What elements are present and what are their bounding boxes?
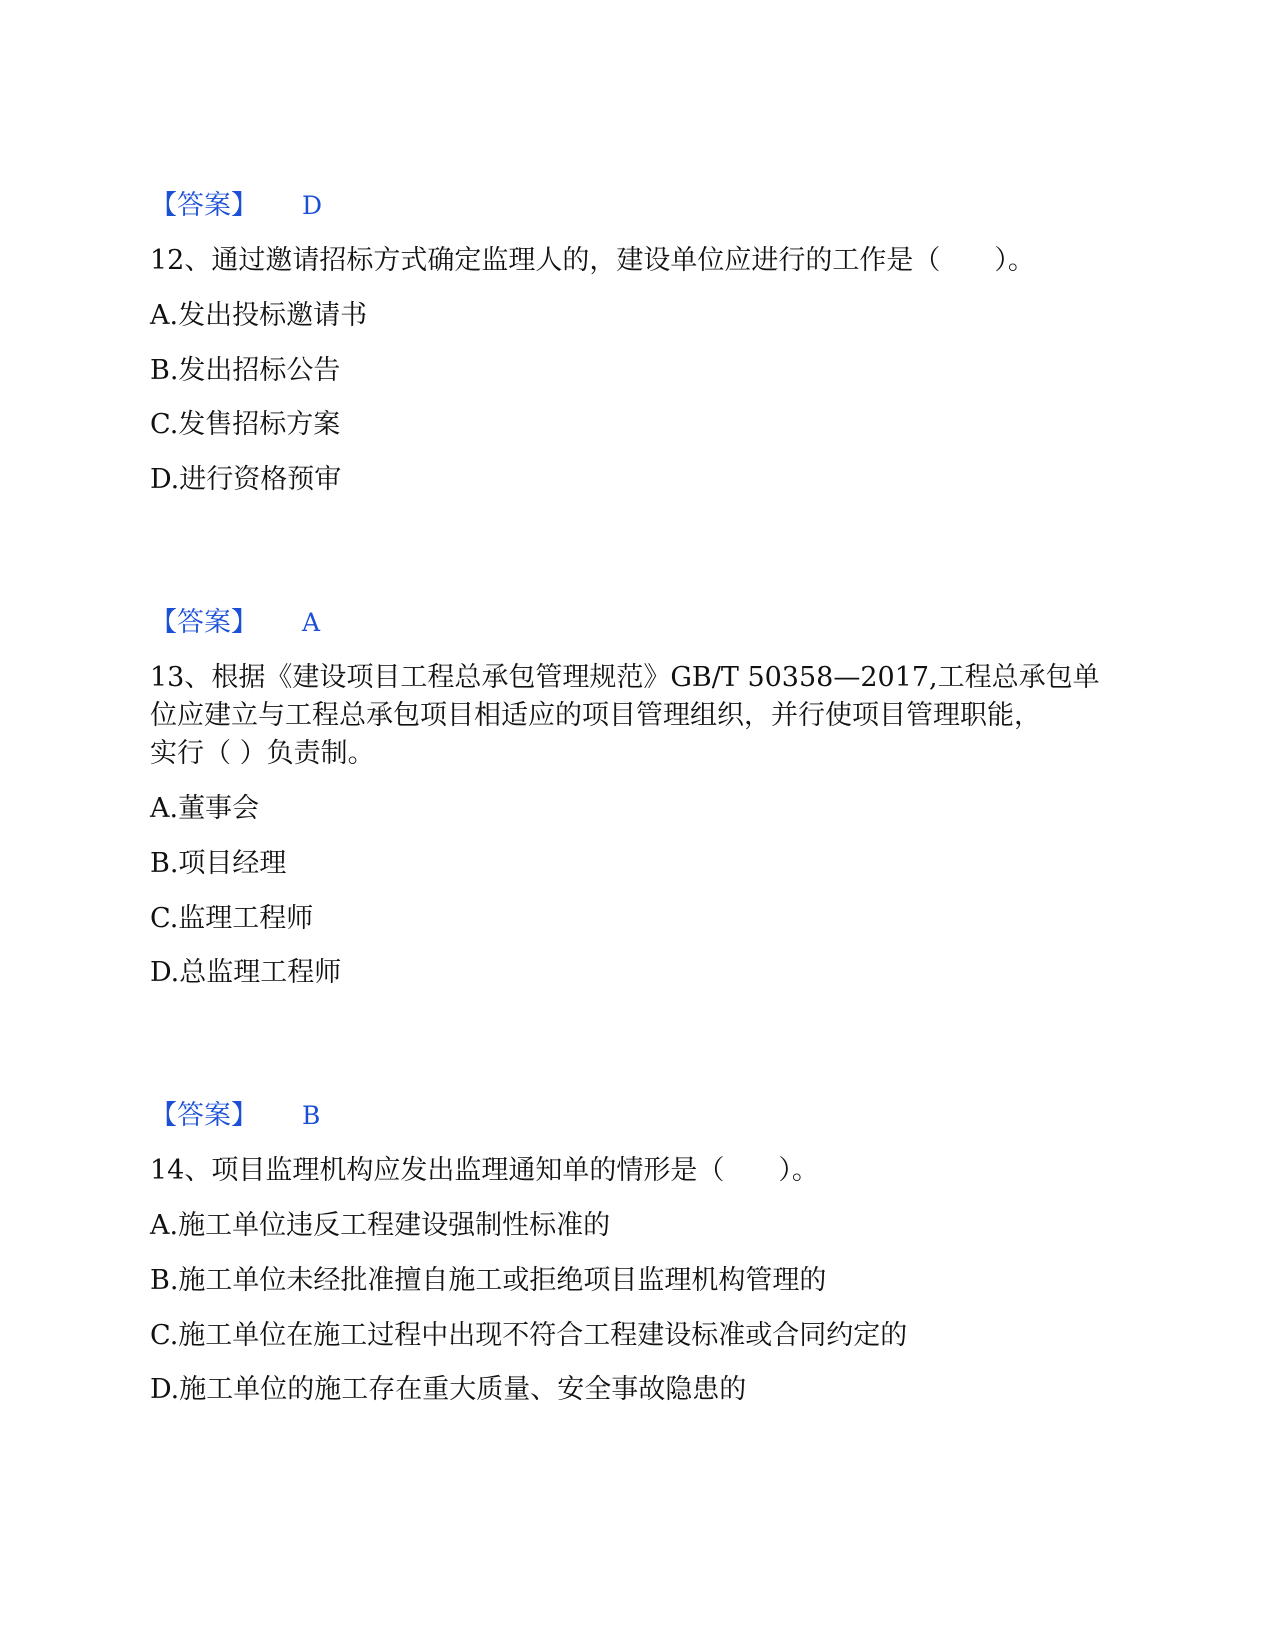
- option-c: C.发售招标方案: [150, 409, 341, 440]
- stem-line: 13、根据《建设项目工程总承包管理规范》GB/T 50358—2017,工程总承包单: [150, 662, 1100, 693]
- answer-line: [150, 187, 322, 225]
- question-stem-13: [150, 659, 1130, 773]
- option-b: B.施工单位未经批准擅自施工或拒绝项目监理机构管理的: [150, 1265, 827, 1296]
- answer-value: D: [302, 191, 323, 220]
- option-d: D.施工单位的施工存在重大质量、安全事故隐患的: [150, 1374, 747, 1405]
- stem-line: 12、通过邀请招标方式确定监理人的，建设单位应进行的工作是（ ）。: [150, 245, 1035, 276]
- question-stem-14: [150, 1152, 1130, 1190]
- option-b: B.项目经理: [150, 848, 287, 879]
- answer-value: B: [302, 1101, 321, 1130]
- option-b: B.发出招标公告: [150, 355, 341, 386]
- answer-label: 【答案】: [150, 190, 258, 221]
- stem-line: 实行（ ）负责制。: [150, 738, 375, 769]
- question-stem-12: [150, 242, 1130, 280]
- option-d: D.进行资格预审: [150, 464, 342, 495]
- answer-line: [150, 1097, 320, 1135]
- option-c: C.施工单位在施工过程中出现不符合工程建设标准或合同约定的: [150, 1320, 908, 1351]
- option-a: A.发出投标邀请书: [150, 300, 368, 331]
- answer-value: A: [302, 608, 321, 637]
- option-c: C.监理工程师: [150, 903, 314, 934]
- option-a: A.董事会: [150, 793, 260, 824]
- answer-line: [150, 604, 320, 642]
- stem-line: 位应建立与工程总承包项目相适应的项目管理组织，并行使项目管理职能，: [150, 700, 1041, 731]
- stem-line: 14、项目监理机构应发出监理通知单的情形是（ ）。: [150, 1155, 819, 1186]
- answer-label: 【答案】: [150, 607, 258, 638]
- option-d: D.总监理工程师: [150, 957, 342, 988]
- answer-label: 【答案】: [150, 1100, 258, 1131]
- option-a: A.施工单位违反工程建设强制性标准的: [150, 1210, 611, 1241]
